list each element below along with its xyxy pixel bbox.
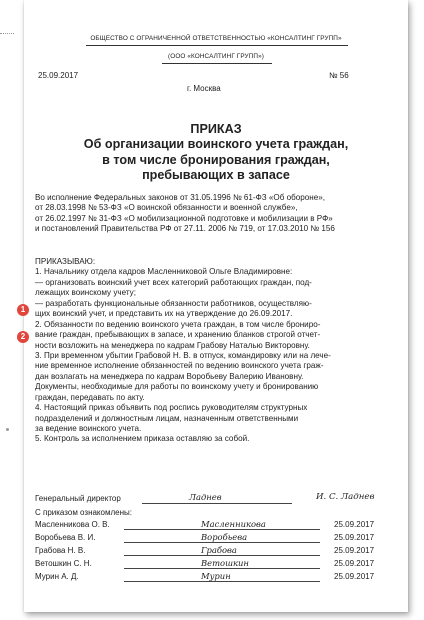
preamble [35,193,395,235]
margin-dot [6,428,9,431]
acquainted-name: Ветошкин С. Н. [35,559,92,568]
title-line: Об организации воинского учета граждан, [83,137,349,152]
order-line: граждан, передавать по акту. [35,392,145,402]
order-line: — организовать воинский учет всех категорий работающих граждан, под- [35,277,312,287]
order-line: — разработать функциональные обязанности работников, осуществляю- [35,298,312,308]
acquainted-date: 25.09.2017 [334,533,375,542]
director-name: И. С. Ладнев [316,492,375,502]
order-line: за ведение воинского учета. [35,424,142,433]
order-line: 2. Обязанности по ведению воинского учета граждан, в том числе брониро- [35,319,321,329]
preamble-line: от 26.02.1997 № 31-ФЗ «О мобилизационной подготовке и мобилизации в РФ» [35,213,333,223]
org-short-underline [162,63,272,64]
acquainted-name: Мурин А. Д. [35,572,79,581]
callout-marker-2: 2 [17,331,29,343]
order-line: 1. Начальнику отдела кадров Масленниковой Ольге Владимировне: [35,267,293,277]
signature-line [124,555,320,556]
signatory-position: Генеральный директор [35,494,121,503]
document-page [20,0,408,612]
handwritten-signature: Воробьева [201,532,248,542]
director-signature: Ладнев [189,492,222,502]
order-date: 25.09.2017 [38,71,79,80]
preamble-line: Во исполнение Федеральных законов от 31.05.1996 № 61-ФЗ «Об обороне», [35,193,325,202]
acquainted-date: 25.09.2017 [334,572,375,581]
order-line: щих воинский учет, и представить их на утверждение до 26.09.2017. [35,309,293,319]
organization-short-name: (ООО «КОНСАЛТИНГ ГРУПП») [168,53,264,60]
handwritten-signature: Масленникова [201,519,266,529]
handwritten-signature: Ветошкин [201,558,249,568]
order-line: ПРИКАЗЫВАЮ: [35,257,96,266]
order-number: № 56 [329,71,349,80]
title-line: в том числе бронирования граждан, [102,152,330,167]
preamble-line: от 28.03.1998 № 53-ФЗ «О воинской обязанности и военной службе», [35,203,298,213]
acquainted-name: Грабова Н. В. [35,546,86,555]
order-line: подразделений и должностным лицам, назначенным ответственными [35,413,299,423]
acquainted-date: 25.09.2017 [334,546,375,555]
order-line: 4. Настоящий приказ объявить под роспись руководителям структурных [35,403,308,413]
order-title [24,122,408,184]
handwritten-signature: Мурин [201,571,231,581]
signature-line [124,529,320,530]
acquainted-name: Масленникова О. В. [35,520,110,529]
acquainted-date: 25.09.2017 [334,559,375,568]
org-underline [86,45,348,46]
order-line: 5. Контроль за исполнением приказа оставляю за собой. [35,434,250,444]
signature-line [124,581,320,582]
title-line: пребывающих в запасе [142,168,290,183]
order-body [35,257,395,445]
signature-line [124,568,320,569]
handwritten-signature: Грабова [201,545,237,555]
order-line: 3. При временном убытии Грабовой Н. В. в отпуск, командировку или на лече- [35,350,331,360]
preamble-line: и постановлений Правительства РФ от 27.11. 2006 № 719, от 17.03.2010 № 156 [35,224,335,234]
title-line: ПРИКАЗ [190,122,242,136]
order-line: ности возложить на менеджера по кадрам Грабову Наталью Викторовну. [35,340,310,350]
acquainted-label: С приказом ознакомлены: [35,508,132,517]
order-line: вание граждан, пребывающих в запасе, и хранению бланков строгой отчет- [35,330,321,340]
order-line: ние временное исполнение обязанностей по ведению воинского учета граж- [35,361,324,371]
organization-full-name: ОБЩЕСТВО С ОГРАНИЧЕННОЙ ОТВЕТСТВЕННОСТЬЮ «КОНСАЛТИНГ ГРУПП» [90,35,342,42]
order-line: Документы, необходимые для работы по воинскому учету и бронированию [35,382,319,392]
callout-marker-1: 1 [17,304,29,316]
signature-line [142,503,292,504]
margin-guide-dots [0,33,14,34]
order-city: г. Москва [187,84,221,93]
order-line: дан возлагать на менеджера по кадрам Воробьеву Валерию Ивановну. [35,371,304,381]
order-line: лежащих воинскому учету; [35,288,136,298]
acquainted-date: 25.09.2017 [334,520,375,529]
signature-line [124,542,320,543]
acquainted-name: Воробьева В. И. [35,533,96,542]
